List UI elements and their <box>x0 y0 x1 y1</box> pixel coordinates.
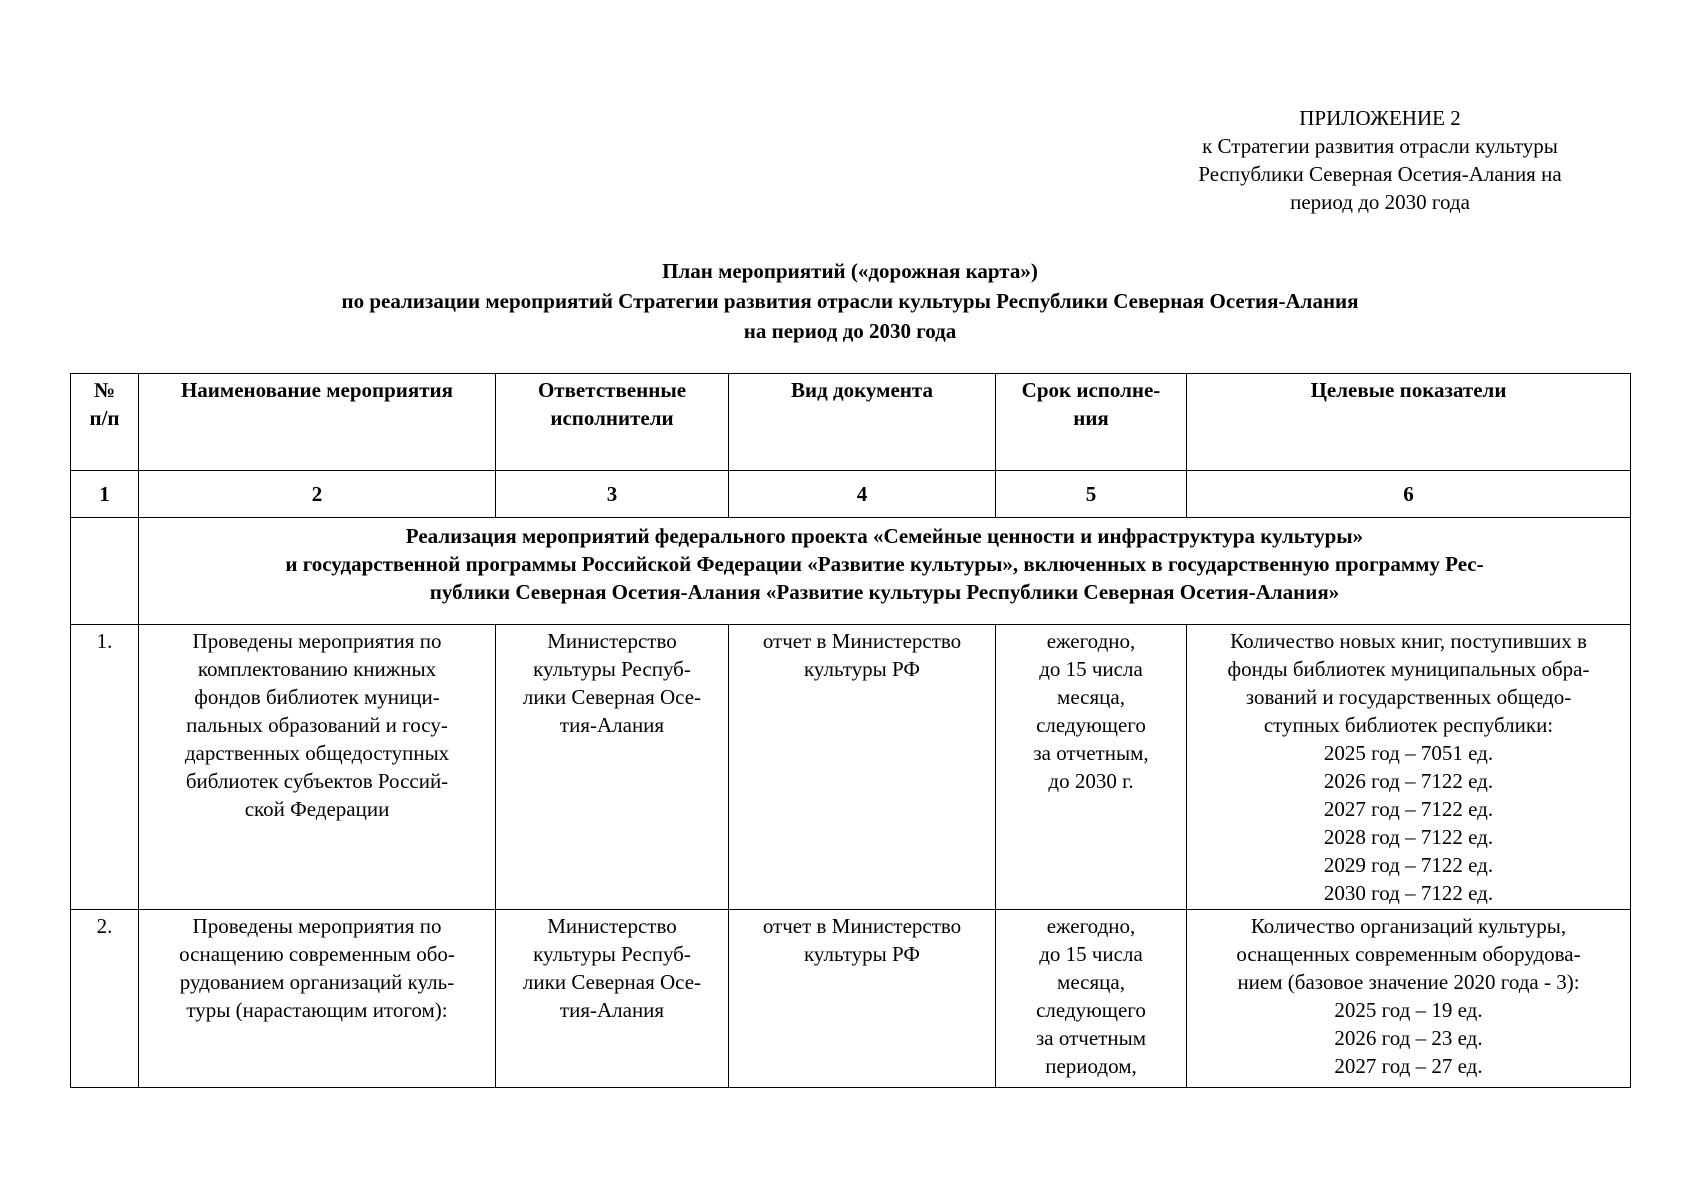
header-cell-document: Вид документа <box>729 374 996 471</box>
heading-line: План мероприятий («дорожная карта») <box>662 259 1038 283</box>
appendix-line: период до 2030 года <box>1290 190 1470 214</box>
section-empty-cell <box>71 518 139 625</box>
heading-line: на период до 2030 года <box>743 319 957 343</box>
activity-name-cell: Проведены мероприятия по комплектованию книжных фондов библиотек муници- пальных образований и госу- дарственных общедоступных библиотек субъектов Россий- ской Федерации <box>139 625 496 910</box>
roadmap-table <box>70 373 1631 1088</box>
column-number: 2 <box>139 471 496 518</box>
header-cell-number: № п/п <box>71 374 139 471</box>
table-row <box>71 625 1631 910</box>
executors-cell: Министерство культуры Респуб- лики Северная Осе- тия-Алания <box>496 625 729 910</box>
appendix-line: к Стратегии развития отрасли культуры <box>1202 134 1558 158</box>
activity-name-cell: Проведены мероприятия по оснащению современным обо- рудованием организаций куль- туры (нарастающим итогом): <box>139 910 496 1088</box>
column-number: 4 <box>729 471 996 518</box>
column-number: 3 <box>496 471 729 518</box>
appendix-block <box>1140 104 1620 216</box>
executors-cell: Министерство культуры Респуб- лики Северная Осе- тия-Алания <box>496 910 729 1088</box>
row-number: 1. <box>71 625 139 910</box>
header-cell-indicators: Целевые показатели <box>1187 374 1631 471</box>
appendix-title: ПРИЛОЖЕНИЕ 2 <box>1299 106 1461 130</box>
section-row <box>71 518 1631 625</box>
table-row <box>71 910 1631 1088</box>
document-type-cell: отчет в Министерство культуры РФ <box>729 910 996 1088</box>
header-cell-name: Наименование мероприятия <box>139 374 496 471</box>
row-number: 2. <box>71 910 139 1088</box>
section-title: Реализация мероприятий федерального проекта «Семейные ценности и инфраструктура культуры» и государственной программы Российской Федерации «Развитие культуры», включенных в государственную программу Рес- публики Северная Осетия-Алания «Развитие культуры Республики Северная Осетия-Алания» <box>139 518 1631 625</box>
indicators-cell: Количество новых книг, поступивших в фонды библиотек муниципальных обра- зований и государственных общедо- ступных библиотек республики: 2025 год – 7051 ед. 2026 год – 7122 ед. 2027 год – 7122 ед. 2028 год – 7122 ед. 2029 год – 7122 ед. 2030 год – 7122 ед. <box>1187 625 1631 910</box>
document-type-cell: отчет в Министерство культуры РФ <box>729 625 996 910</box>
heading-line: по реализации мероприятий Стратегии развития отрасли культуры Республики Северная Осетия-Алания <box>341 289 1359 313</box>
column-number: 1 <box>71 471 139 518</box>
table-header-row <box>71 374 1631 471</box>
document-heading <box>70 256 1630 346</box>
column-numbers-row <box>71 471 1631 518</box>
appendix-line: Республики Северная Осетия-Алания на <box>1198 162 1562 186</box>
deadline-cell: ежегодно, до 15 числа месяца, следующего за отчетным периодом, <box>996 910 1187 1088</box>
header-cell-deadline: Срок исполне- ния <box>996 374 1187 471</box>
column-number: 5 <box>996 471 1187 518</box>
deadline-cell: ежегодно, до 15 числа месяца, следующего за отчетным, до 2030 г. <box>996 625 1187 910</box>
indicators-cell: Количество организаций культуры, оснащенных современным оборудова- нием (базовое значение 2020 года - 3): 2025 год – 19 ед. 2026 год – 23 ед. 2027 год – 27 ед. <box>1187 910 1631 1088</box>
header-cell-executors: Ответственные исполнители <box>496 374 729 471</box>
column-number: 6 <box>1187 471 1631 518</box>
